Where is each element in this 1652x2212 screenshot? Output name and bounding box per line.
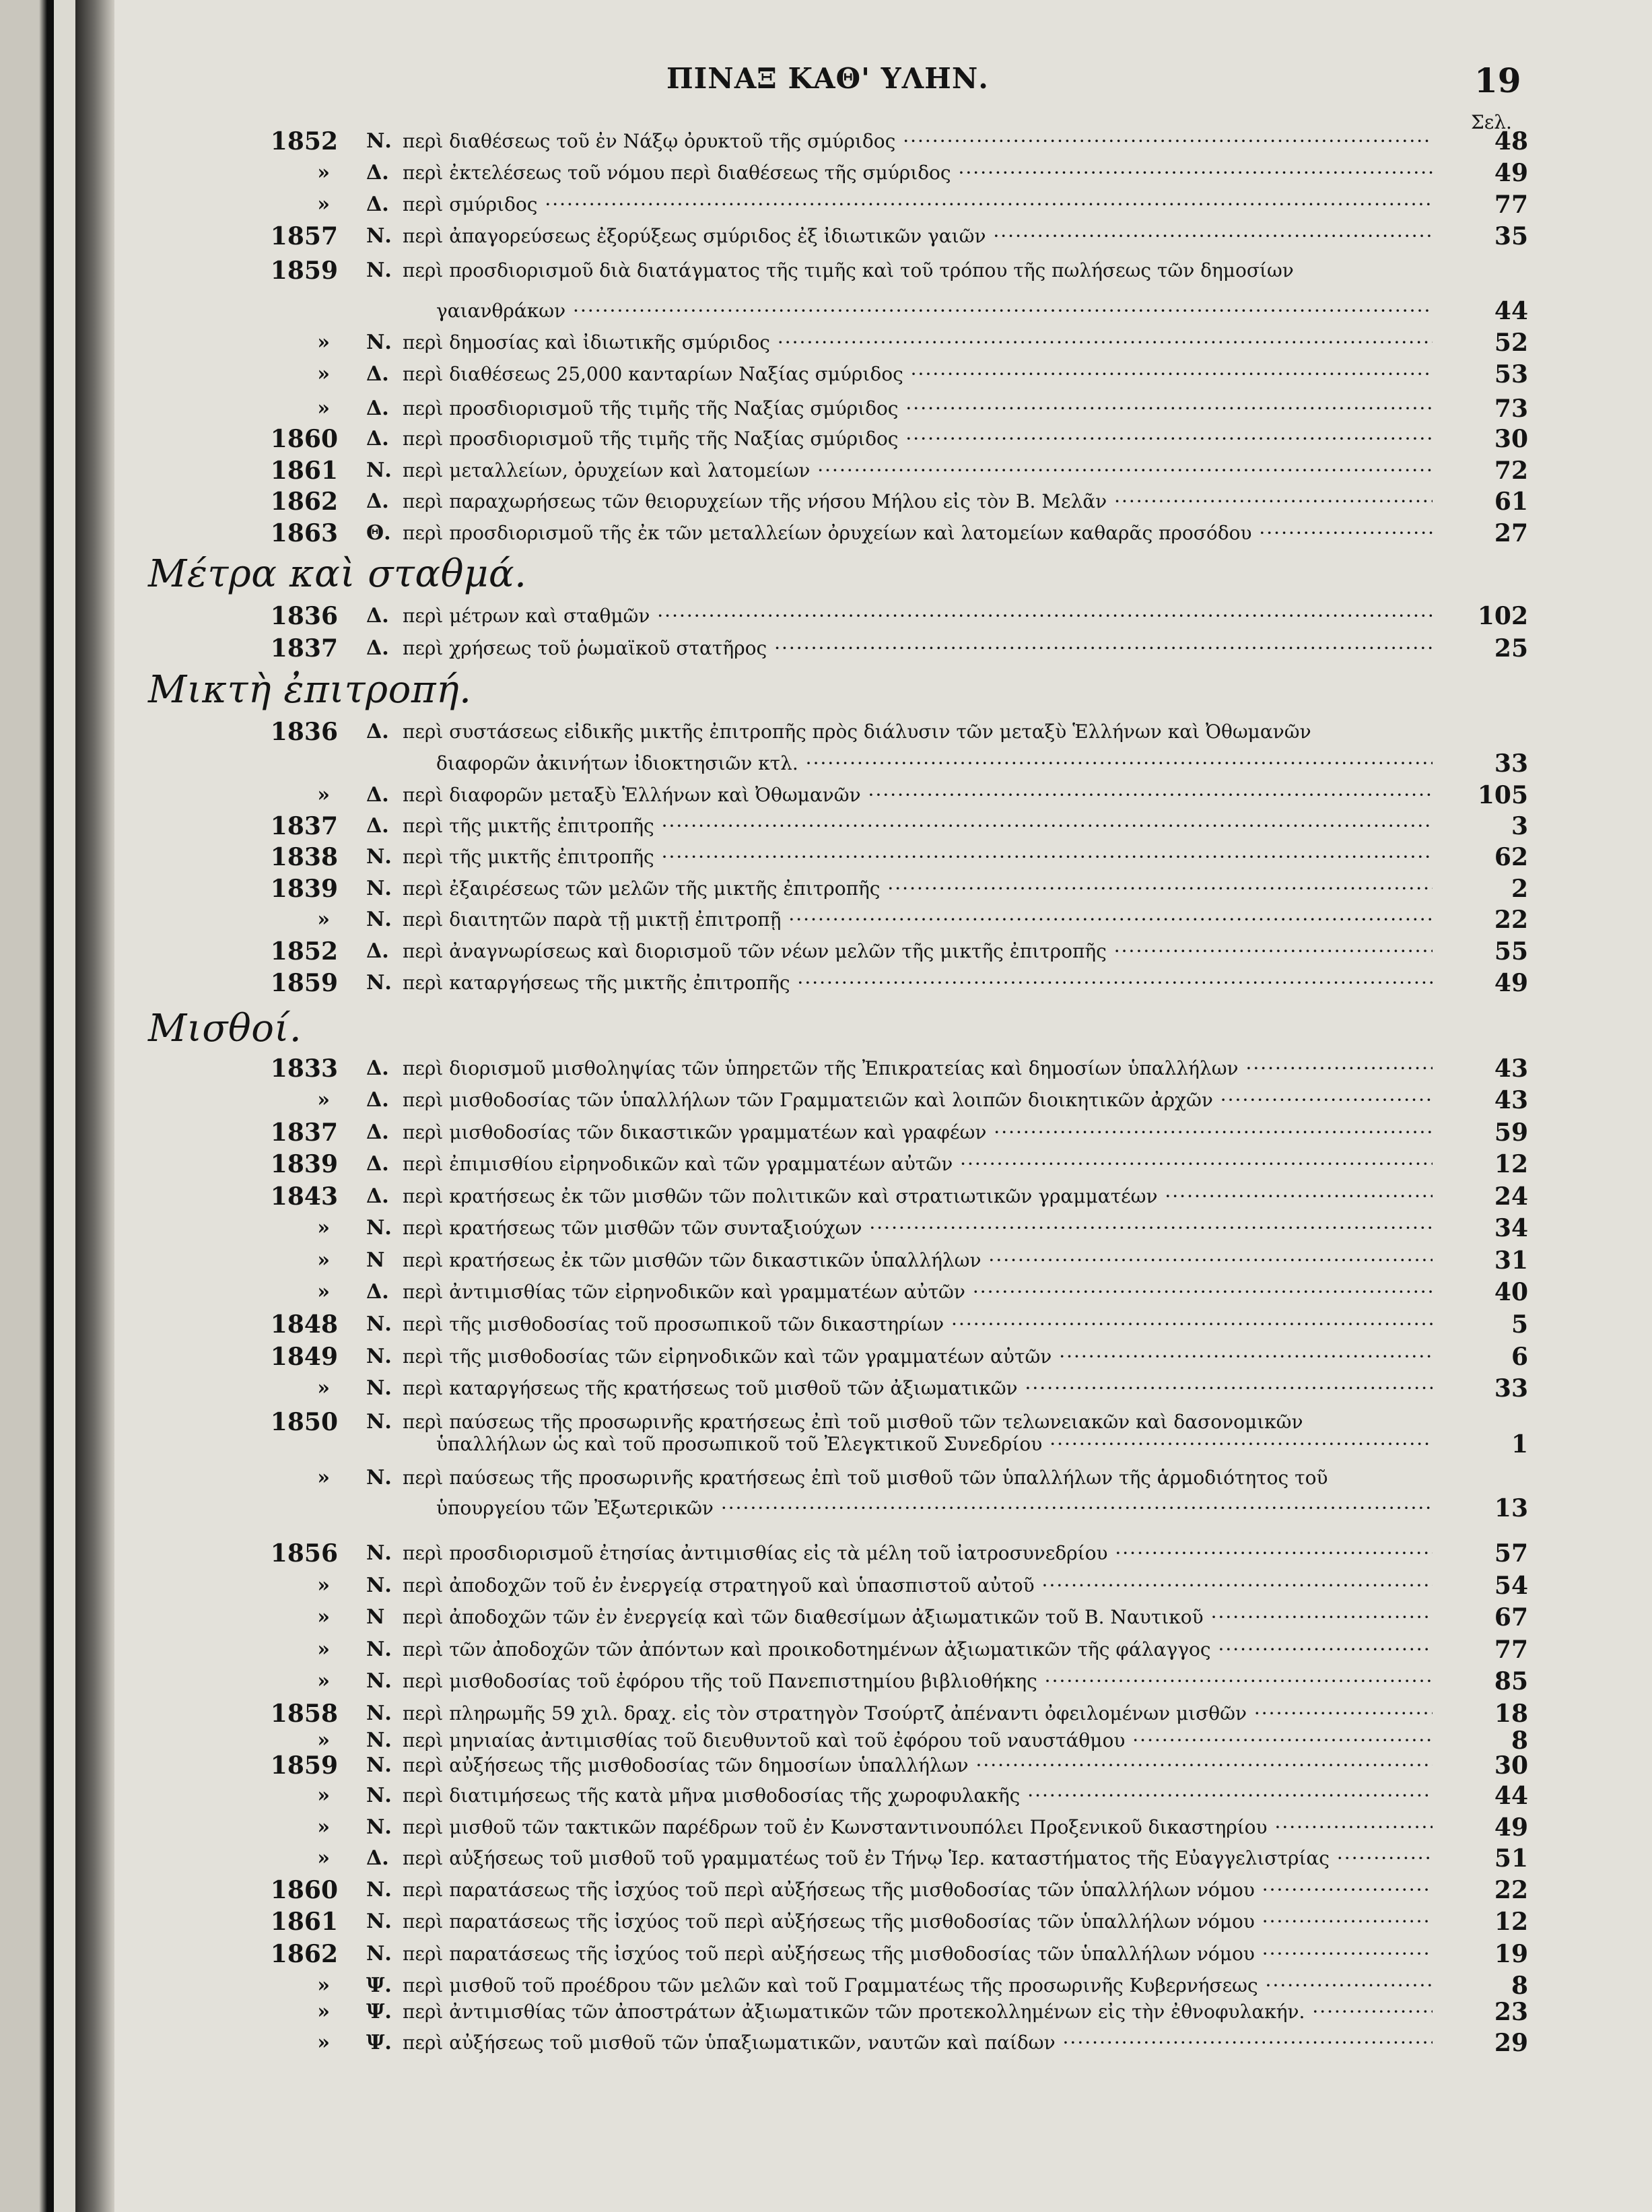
index-entry — [0, 1813, 1548, 1842]
entry-text: περὶ παύσεως τῆς προσωρινῆς κρατήσεως ἐπὶ τοῦ μισθοῦ τῶν ὑπαλλήλων τῆς ἁρμοδιότητος τοῦ — [403, 1467, 1328, 1489]
index-entry — [0, 842, 1548, 872]
index-entry — [0, 1463, 1548, 1493]
entry-text: περὶ κρατήσεως ἐκ τῶν μισθῶν τῶν δικαστικῶν ὑπαλλήλων ····· — [403, 1246, 1433, 1275]
entry-year: 1859 — [270, 257, 338, 285]
entry-type: Δ. — [366, 1152, 389, 1176]
entry-year: 1858 — [270, 1700, 338, 1728]
entry-page: 27 — [1494, 519, 1528, 547]
entry-page: 23 — [1494, 1998, 1528, 2026]
entry-year: 1859 — [270, 1751, 338, 1780]
index-entry — [0, 1342, 1548, 1372]
index-entry — [0, 1971, 1548, 2001]
index-entry — [0, 1149, 1548, 1179]
index-entry — [0, 717, 1548, 747]
index-entry — [0, 1310, 1548, 1339]
entry-text: περὶ παραχωρήσεως τῶν θειορυχείων τῆς νήσου Μήλου εἰς τὸν Β. Μελᾶν ····· — [403, 487, 1433, 516]
index-entry — [0, 394, 1548, 424]
entry-text: περὶ τῆς μικτῆς ἐπιτροπῆς ····· — [403, 811, 1433, 841]
entry-year: » — [317, 1280, 330, 1304]
entry-page: 73 — [1494, 395, 1528, 423]
entry-text-continued: διαφορῶν ἀκινήτων ἰδιοκτησιῶν κτλ. ····· — [436, 749, 1433, 778]
entry-type: Δ. — [366, 1057, 389, 1080]
entry-text: περὶ ἐκτελέσεως τοῦ νόμου περὶ διαθέσεως τῆς σμύριδος ····· — [403, 158, 1433, 188]
entry-year: 1857 — [270, 222, 338, 250]
index-entry — [0, 1277, 1548, 1307]
index-entry — [0, 905, 1548, 935]
entry-year: » — [317, 331, 330, 354]
page-number: 19 — [1474, 61, 1521, 100]
entry-year: » — [317, 193, 330, 216]
entry-year: » — [317, 1605, 330, 1629]
entry-page: 3 — [1511, 812, 1528, 840]
entry-year: » — [317, 908, 330, 931]
entry-year: » — [317, 2031, 330, 2054]
entry-page: 43 — [1494, 1054, 1528, 1083]
section-heading-salaries: Μισθοί. — [148, 1007, 302, 1050]
entry-text: περὶ προσδιορισμοῦ ἐτησίας ἀντιμισθίας εἰς τὰ μέλη τοῦ ἰατροσυνεδρίου ····· — [403, 1539, 1433, 1568]
entry-year: » — [317, 1376, 330, 1400]
entry-type: Ν. — [366, 1784, 392, 1807]
entry-year: 1839 — [270, 1150, 338, 1178]
entry-year: 1836 — [270, 602, 338, 630]
entry-year: 1838 — [270, 843, 338, 871]
entry-year: » — [317, 362, 330, 386]
entry-year: 1860 — [270, 425, 338, 453]
entry-type: Δ. — [366, 1184, 389, 1208]
index-entry — [0, 1054, 1548, 1083]
entry-text: περὶ ἀντιμισθίας τῶν εἰρηνοδικῶν καὶ γραμματέων αὐτῶν ····· — [403, 1277, 1433, 1307]
entry-year: 1860 — [270, 1876, 338, 1904]
entry-year: 1837 — [270, 634, 338, 663]
index-entry-continuation — [0, 1494, 1548, 1523]
index-entry — [0, 1997, 1548, 2027]
index-entry — [0, 1699, 1548, 1729]
index-entry-continuation — [0, 1430, 1548, 1459]
entry-year: » — [317, 161, 330, 185]
index-entry — [0, 968, 1548, 998]
index-entry — [0, 1374, 1548, 1403]
entry-text: περὶ τῶν ἀποδοχῶν τῶν ἀπόντων καὶ προικοδοτημένων ἀξιωματικῶν τῆς φάλαγγος ····· — [403, 1635, 1433, 1665]
entry-type: Δ. — [366, 427, 389, 450]
entry-year: » — [317, 783, 330, 807]
entry-page: 72 — [1494, 457, 1528, 485]
entry-text: περὶ ἀναγνωρίσεως καὶ διορισμοῦ τῶν νέων μελῶν τῆς μικτῆς ἐπιτροπῆς ····· — [403, 937, 1433, 966]
entry-page: 30 — [1494, 425, 1528, 453]
entry-page: 61 — [1494, 488, 1528, 516]
index-entry — [0, 811, 1548, 841]
entry-text: περὶ ἀποδοχῶν τῶν ἐν ἐνεργείᾳ καὶ τῶν διαθεσίμων ἀξιωματικῶν τοῦ Β. Ναυτικοῦ ····· — [403, 1603, 1433, 1632]
entry-page: 13 — [1494, 1494, 1528, 1522]
entry-type: Ν. — [366, 1638, 392, 1661]
entry-text: περὶ προσδιορισμοῦ τῆς ἐκ τῶν μεταλλείων ὀρυχείων καὶ λατομείων καθαρᾶς προσόδου ····· — [403, 518, 1433, 548]
entry-year: 1862 — [270, 488, 338, 516]
entry-year: » — [317, 397, 330, 420]
entry-type: Ν. — [366, 1753, 392, 1777]
index-entry — [0, 780, 1548, 810]
index-entry — [0, 518, 1548, 548]
entry-page: 49 — [1494, 1813, 1528, 1842]
entry-year: » — [317, 1815, 330, 1839]
entry-type: Ψ. — [366, 1974, 392, 1997]
index-entry — [0, 1213, 1548, 1243]
entry-page: 34 — [1494, 1214, 1528, 1242]
entry-text: περὶ διατιμήσεως τῆς κατὰ μῆνα μισθοδοσίας τῆς χωροφυλακῆς ····· — [403, 1781, 1433, 1811]
entry-type: Ν. — [366, 1466, 392, 1489]
entry-type: Ν. — [366, 1410, 392, 1434]
index-entry — [0, 1182, 1548, 1211]
entry-text: περὶ παύσεως τῆς προσωρινῆς κρατήσεως ἐπὶ τοῦ μισθοῦ τῶν τελωνειακῶν καὶ δασονομικῶν — [403, 1411, 1303, 1433]
entry-page: 12 — [1494, 1908, 1528, 1936]
index-entry — [0, 1781, 1548, 1811]
index-entry — [0, 937, 1548, 966]
entry-text: περὶ προσδιορισμοῦ τῆς τιμῆς τῆς Ναξίας σμύριδος ····· — [403, 394, 1433, 424]
entry-page: 25 — [1494, 634, 1528, 663]
entry-type: Δ. — [366, 161, 389, 185]
entry-type: Ν. — [366, 331, 392, 354]
entry-text: περὶ μισθοῦ τῶν τακτικῶν παρέδρων τοῦ ἐν Κωνσταντινουπόλει Προξενικοῦ δικαστηρίου ····· — [403, 1813, 1433, 1842]
entry-page: 19 — [1494, 1940, 1528, 1968]
entry-page: 31 — [1494, 1246, 1528, 1275]
entry-page: 54 — [1494, 1572, 1528, 1600]
entry-year: 1843 — [270, 1182, 338, 1211]
entry-page: 33 — [1494, 749, 1528, 778]
entry-year: 1861 — [270, 1908, 338, 1936]
entry-type: Ν. — [366, 1910, 392, 1933]
entry-type: Ν. — [366, 1541, 392, 1565]
entry-page: 1 — [1511, 1430, 1528, 1459]
entry-year: » — [317, 1974, 330, 1997]
entry-year: » — [317, 1784, 330, 1807]
entry-type: Ν. — [366, 1729, 392, 1752]
entry-year: » — [317, 1638, 330, 1661]
entry-page: 49 — [1494, 969, 1528, 997]
entry-type: Δ. — [366, 939, 389, 963]
entry-year: 1852 — [270, 127, 338, 156]
entry-year: 1833 — [270, 1054, 338, 1083]
index-entry — [0, 2028, 1548, 2058]
page-title: ΠΙΝΑΞ ΚΑΘ' ΥΛΗΝ. — [666, 62, 989, 95]
entry-page: 18 — [1494, 1700, 1528, 1728]
entry-year: 1837 — [270, 1118, 338, 1147]
entry-page: 24 — [1494, 1182, 1528, 1211]
section-heading-mixed-commission: Μικτὴ ἐπιτροπή. — [148, 668, 472, 712]
entry-type: Ν. — [366, 1345, 392, 1368]
entry-text: περὶ παρατάσεως τῆς ἰσχύος τοῦ περὶ αὐξήσεως τῆς μισθοδοσίας τῶν ὑπαλλήλων νόμου ····· — [403, 1939, 1433, 1969]
entry-text: περὶ τῆς μισθοδοσίας τοῦ προσωπικοῦ τῶν δικαστηρίων ····· — [403, 1310, 1433, 1339]
entry-page: 77 — [1494, 1636, 1528, 1664]
entry-year: » — [317, 1729, 330, 1752]
entry-page: 40 — [1494, 1278, 1528, 1306]
entry-text: περὶ μεταλλείων, ὀρυχείων καὶ λατομείων ····· — [403, 456, 1433, 485]
entry-type: Ν. — [366, 845, 392, 869]
entry-text: περὶ καταργήσεως τῆς κρατήσεως τοῦ μισθοῦ τῶν ἀξιωματικῶν ····· — [403, 1374, 1433, 1403]
index-entry — [0, 874, 1548, 904]
index-entry — [0, 190, 1548, 220]
entry-year: 1839 — [270, 875, 338, 903]
entry-year: 1848 — [270, 1310, 338, 1339]
entry-year: 1859 — [270, 969, 338, 997]
entry-type: Ν. — [366, 1376, 392, 1400]
index-entry — [0, 1875, 1548, 1905]
entry-type: Δ. — [366, 362, 389, 386]
entry-page: 29 — [1494, 2029, 1528, 2057]
entry-text: περὶ τῆς μισθοδοσίας τῶν εἰρηνοδικῶν καὶ τῶν γραμματέων αὐτῶν ····· — [403, 1342, 1433, 1372]
entry-type: Ν. — [366, 1878, 392, 1902]
entry-year: 1856 — [270, 1539, 338, 1568]
index-entry — [0, 1635, 1548, 1665]
index-entry — [0, 601, 1548, 631]
entry-text: περὶ μισθοδοσίας τῶν δικαστικῶν γραμματέων καὶ γραφέων ····· — [403, 1118, 1433, 1147]
entry-year: 1863 — [270, 519, 338, 547]
entry-type: Ν. — [366, 259, 392, 282]
entry-text: περὶ αὐξήσεως τοῦ μισθοῦ τοῦ γραμματέως τοῦ ἐν Τήνῳ Ἱερ. καταστήματος τῆς Εὐαγγελιστρίας ····· — [403, 1844, 1433, 1873]
entry-page: 12 — [1494, 1150, 1528, 1178]
entry-type: Ν. — [366, 971, 392, 995]
entry-page: 77 — [1494, 191, 1528, 219]
entry-text: περὶ διαφορῶν μεταξὺ Ἑλλήνων καὶ Ὀθωμανῶν ····· — [403, 780, 1433, 810]
entry-text: περὶ κρατήσεως τῶν μισθῶν τῶν συνταξιούχων ····· — [403, 1213, 1433, 1243]
index-entry — [0, 1571, 1548, 1601]
entry-year: 1849 — [270, 1343, 338, 1371]
entry-year: 1861 — [270, 457, 338, 485]
entry-page: 44 — [1494, 1782, 1528, 1810]
entry-text: περὶ αὐξήσεως τοῦ μισθοῦ τῶν ὑπαξιωματικῶν, ναυτῶν καὶ παίδων ····· — [403, 2028, 1433, 2058]
entry-type: Ν. — [366, 459, 392, 482]
entry-text: περὶ πληρωμῆς 59 χιλ. δραχ. εἰς τὸν στρατηγὸν Τσούρτζ ἀπέναντι ὀφειλομένων μισθῶν ····· — [403, 1699, 1433, 1729]
index-entry — [0, 1751, 1548, 1780]
entry-type: Δ. — [366, 814, 389, 838]
entry-page: 59 — [1494, 1118, 1528, 1147]
entry-year: » — [317, 1669, 330, 1693]
index-entry-continuation — [0, 296, 1548, 326]
entry-type: Ν. — [366, 1702, 392, 1725]
entry-type: Ν. — [366, 1312, 392, 1336]
entry-page: 67 — [1494, 1603, 1528, 1632]
entry-page: 105 — [1477, 781, 1528, 809]
entry-text: περὶ σμύριδος ····· — [403, 190, 1433, 220]
entry-page: 22 — [1494, 1876, 1528, 1904]
entry-type: Δ. — [366, 636, 389, 660]
section-heading-weights-measures: Μέτρα καὶ σταθμά. — [148, 552, 527, 596]
entry-page: 102 — [1477, 602, 1528, 630]
entry-type: Δ. — [366, 604, 389, 628]
entry-text: περὶ συστάσεως εἰδικῆς μικτῆς ἐπιτροπῆς πρὸς διάλυσιν τῶν μεταξὺ Ἑλλήνων καὶ Ὀθωμανῶν — [403, 720, 1311, 743]
entry-type: Δ. — [366, 397, 389, 420]
entry-type: Δ. — [366, 490, 389, 513]
entry-year: » — [317, 1216, 330, 1240]
entry-text: περὶ μέτρων καὶ σταθμῶν ····· — [403, 601, 1433, 631]
index-entry — [0, 1907, 1548, 1937]
entry-year: » — [317, 2000, 330, 2023]
entry-text: περὶ διορισμοῦ μισθοληψίας τῶν ὑπηρετῶν τῆς Ἐπικρατείας καὶ δημοσίων ὑπαλλήλων ····· — [403, 1054, 1433, 1083]
entry-type: Δ. — [366, 720, 389, 743]
entry-year: 1862 — [270, 1940, 338, 1968]
index-entry — [0, 127, 1548, 156]
index-entry-continuation — [0, 749, 1548, 778]
entry-page: 44 — [1494, 297, 1528, 325]
entry-page: 62 — [1494, 843, 1528, 871]
entry-text: περὶ μισθοδοσίας τῶν ὑπαλλήλων τῶν Γραμματειῶν καὶ λοιπῶν διοικητικῶν ἀρχῶν ····· — [403, 1085, 1433, 1115]
entry-page: 5 — [1511, 1310, 1528, 1339]
entry-type: Ν. — [366, 1216, 392, 1240]
entry-type: Ν. — [366, 877, 392, 900]
entry-page: 8 — [1511, 1972, 1528, 2000]
entry-page: 55 — [1494, 937, 1528, 966]
index-entry — [0, 1603, 1548, 1632]
index-entry — [0, 256, 1548, 286]
entry-type: Ν. — [366, 1669, 392, 1693]
entry-type: Δ. — [366, 1088, 389, 1112]
index-entry — [0, 487, 1548, 516]
entry-text-continued: ὑπουργείου τῶν Ἐξωτερικῶν ····· — [436, 1494, 1433, 1523]
index-entry — [0, 1085, 1548, 1115]
entry-year: 1837 — [270, 812, 338, 840]
index-entry — [0, 158, 1548, 188]
index-entry — [0, 1539, 1548, 1568]
entry-text: περὶ ἀπαγορεύσεως ἐξορύξεως σμύριδος ἐξ ἰδιωτικῶν γαιῶν ····· — [403, 222, 1433, 251]
entry-type: Ψ. — [366, 2000, 392, 2023]
entry-page: 22 — [1494, 906, 1528, 934]
entry-text: περὶ προσδιορισμοῦ τῆς τιμῆς τῆς Ναξίας σμύριδος ····· — [403, 424, 1433, 454]
entry-text: περὶ ἀποδοχῶν τοῦ ἐν ἐνεργείᾳ στρατηγοῦ καὶ ὑπασπιστοῦ αὐτοῦ ····· — [403, 1571, 1433, 1601]
entry-type: Δ. — [366, 1120, 389, 1144]
entry-text: περὶ μισθοῦ τοῦ προέδρου τῶν μελῶν καὶ τοῦ Γραμματέως τῆς προσωρινῆς Κυβερνήσεως ····· — [403, 1971, 1433, 2001]
entry-page: 6 — [1511, 1343, 1528, 1371]
entry-type: Ν. — [366, 129, 392, 153]
index-entry — [0, 634, 1548, 663]
entry-text: περὶ διαιτητῶν παρὰ τῇ μικτῇ ἐπιτροπῇ ····· — [403, 905, 1433, 935]
entry-type: Ν — [366, 1605, 385, 1629]
entry-text: περὶ κρατήσεως ἐκ τῶν μισθῶν τῶν πολιτικῶν καὶ στρατιωτικῶν γραμματέων ····· — [403, 1182, 1433, 1211]
entry-page: 57 — [1494, 1539, 1528, 1568]
entry-year: » — [317, 1466, 330, 1489]
entry-page: 85 — [1494, 1667, 1528, 1696]
entry-type: Δ. — [366, 783, 389, 807]
entry-page: 30 — [1494, 1751, 1528, 1780]
entry-text: περὶ αὐξήσεως τῆς μισθοδοσίας τῶν δημοσίων ὑπαλλήλων ····· — [403, 1751, 1433, 1780]
index-entry — [0, 1939, 1548, 1969]
entry-type: Ν. — [366, 224, 392, 248]
entry-type: Θ. — [366, 521, 391, 545]
entry-type: Ν. — [366, 1942, 392, 1966]
entry-text: περὶ χρήσεως τοῦ ῥωμαϊκοῦ στατῆρος ····· — [403, 634, 1433, 663]
index-entry — [0, 222, 1548, 251]
entry-text: περὶ διαθέσεως 25,000 κανταρίων Ναξίας σμύριδος ····· — [403, 360, 1433, 389]
entry-page: 2 — [1511, 875, 1528, 903]
entry-text: περὶ ἐξαιρέσεως τῶν μελῶν τῆς μικτῆς ἐπιτροπῆς ····· — [403, 874, 1433, 904]
entry-text: περὶ τῆς μικτῆς ἐπιτροπῆς ····· — [403, 842, 1433, 872]
entry-text-continued: ὑπαλλήλων ὡς καὶ τοῦ προσωπικοῦ τοῦ Ἐλεγκτικοῦ Συνεδρίου ····· — [436, 1430, 1433, 1459]
entry-text: περὶ παρατάσεως τῆς ἰσχύος τοῦ περὶ αὐξήσεως τῆς μισθοδοσίας τῶν ὑπαλλήλων νόμου ····· — [403, 1907, 1433, 1937]
entry-text-continued: γαιανθράκων ····· — [436, 296, 1433, 326]
index-entry — [0, 360, 1548, 389]
entry-page: 48 — [1494, 127, 1528, 156]
entry-text: περὶ προσδιορισμοῦ διὰ διατάγματος τῆς τιμῆς καὶ τοῦ τρόπου τῆς πωλήσεως τῶν δημοσίων — [403, 259, 1294, 281]
entry-text: περὶ μηνιαίας ἀντιμισθίας τοῦ διευθυντοῦ καὶ τοῦ ἐφόρου τοῦ ναυστάθμου ····· — [403, 1726, 1433, 1755]
entry-year: 1850 — [270, 1408, 338, 1436]
entry-type: Ν. — [366, 1574, 392, 1597]
entry-type: Δ. — [366, 1280, 389, 1304]
entry-year: 1836 — [270, 718, 338, 746]
entry-page: 52 — [1494, 329, 1528, 357]
index-entry — [0, 1667, 1548, 1696]
entry-type: Ν. — [366, 1815, 392, 1839]
entry-year: 1852 — [270, 937, 338, 966]
index-entry — [0, 1246, 1548, 1275]
entry-type: Ψ. — [366, 2031, 392, 2054]
entry-page: 49 — [1494, 159, 1528, 187]
entry-type: Δ. — [366, 1846, 389, 1870]
index-entry — [0, 456, 1548, 485]
entry-year: » — [317, 1846, 330, 1870]
entry-year: » — [317, 1574, 330, 1597]
entry-type: Ν — [366, 1248, 385, 1272]
entry-page: 33 — [1494, 1374, 1528, 1403]
entry-text: περὶ καταργήσεως τῆς μικτῆς ἐπιτροπῆς ····· — [403, 968, 1433, 998]
index-entry — [0, 328, 1548, 358]
entry-text: περὶ ἀντιμισθίας τῶν ἀποστράτων ἀξιωματικῶν τῶν προτεκολλημένων εἰς τὴν ἐθνοφυλακήν. ····· — [403, 1997, 1433, 2027]
entry-page: 8 — [1511, 1727, 1528, 1755]
index-entry — [0, 1118, 1548, 1147]
entry-year: » — [317, 1088, 330, 1112]
entry-type: Δ. — [366, 193, 389, 216]
entry-page: 35 — [1494, 222, 1528, 250]
entry-text: περὶ δημοσίας καὶ ἰδιωτικῆς σμύριδος ····· — [403, 328, 1433, 358]
page-column-label: Σελ. — [1471, 111, 1512, 133]
entry-page: 53 — [1494, 360, 1528, 389]
entry-text: περὶ παρατάσεως τῆς ἰσχύος τοῦ περὶ αὐξήσεως τῆς μισθοδοσίας τῶν ὑπαλλήλων νόμου ····· — [403, 1875, 1433, 1905]
index-entry — [0, 1844, 1548, 1873]
entry-year: » — [317, 1248, 330, 1272]
index-entry — [0, 424, 1548, 454]
entry-type: Ν. — [366, 908, 392, 931]
entry-text: περὶ διαθέσεως τοῦ ἐν Νάξῳ ὀρυκτοῦ τῆς σμύριδος ····· — [403, 127, 1433, 156]
entry-page: 43 — [1494, 1086, 1528, 1114]
entry-page: 51 — [1494, 1844, 1528, 1873]
entry-text: περὶ μισθοδοσίας τοῦ ἐφόρου τῆς τοῦ Πανεπιστημίου βιβλιοθήκης ····· — [403, 1667, 1433, 1696]
entry-text: περὶ ἐπιμισθίου εἰρηνοδικῶν καὶ τῶν γραμματέων αὐτῶν ····· — [403, 1149, 1433, 1179]
